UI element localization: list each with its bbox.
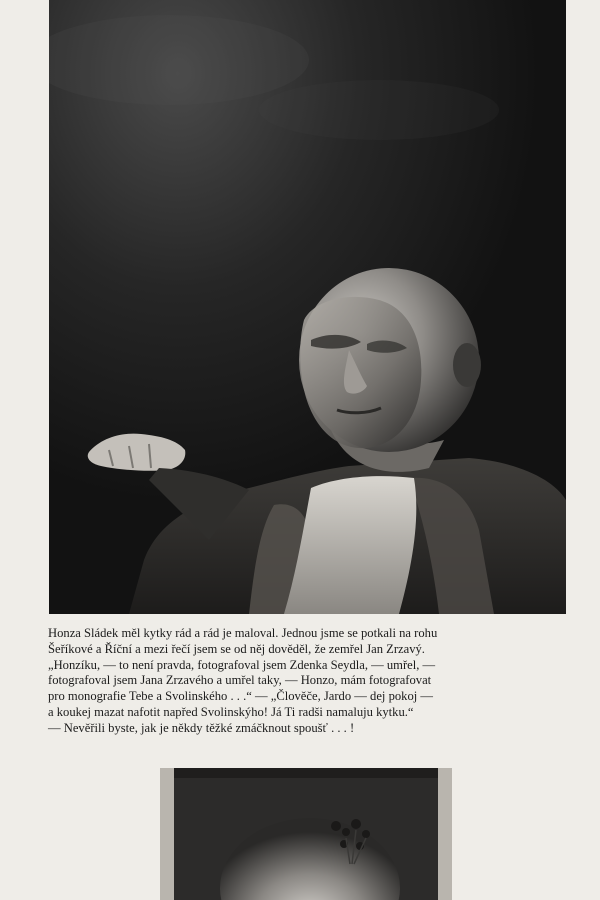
second-photo-image (160, 768, 452, 900)
caption-line: „Honzíku, — to není pravda, fotografoval jsem Zdenka Seydla, — umřel, — (48, 657, 436, 672)
second-photograph (160, 768, 452, 900)
caption-line: fotografoval jsem Jana Zrzavého a umřel taky, — Honzo, mám fotografovat (48, 673, 432, 688)
caption-line: Šeříkové a Říční a mezi řečí jsem se od něj dověděl, že zemřel Jan Zrzavý. (48, 641, 425, 656)
photo-caption (48, 626, 578, 737)
caption-line: a koukej mazat nafotit napřed Svolinskýho! Já Ti radši namaluju kytku.“ (48, 704, 414, 719)
portrait-photograph (49, 0, 566, 614)
caption-line: Honza Sládek měl kytky rád a rád je maloval. Jednou jsme se potkali na rohu (48, 626, 438, 640)
portrait-photo-image (49, 0, 566, 614)
caption-line: pro monografie Tebe a Svolinského . . .“ — „Člověče, Jardo — dej pokoj — (48, 689, 434, 704)
caption-line: — Nevěřili byste, jak je někdy těžké zmáčknout spoušť . . . ! (48, 720, 355, 735)
